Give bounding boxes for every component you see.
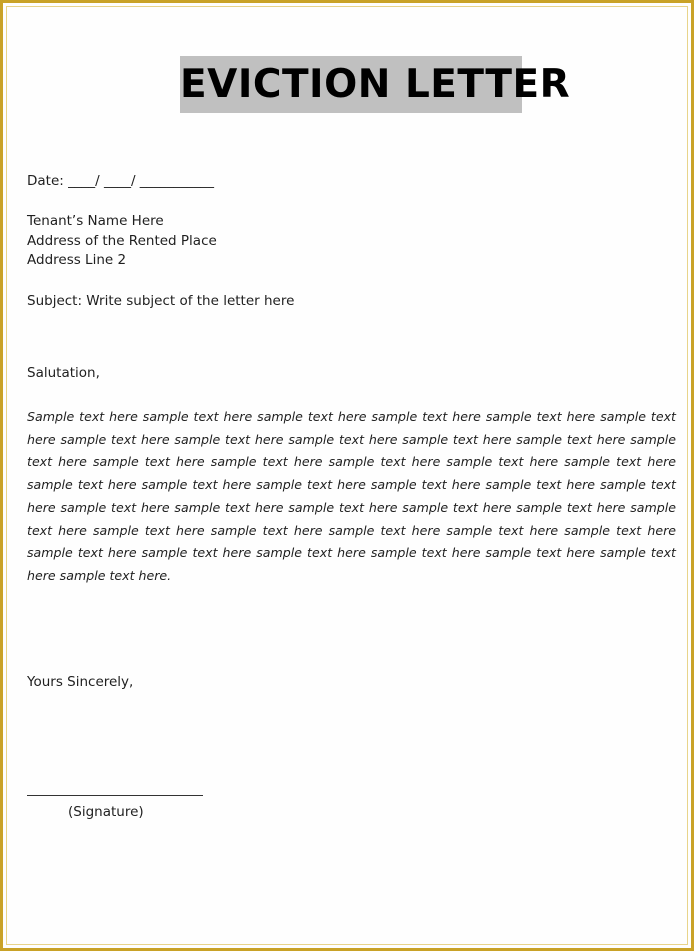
salutation: Salutation, [27, 365, 100, 381]
recipient-address-block [27, 212, 217, 271]
tenant-name: Tenant’s Name Here [27, 213, 164, 229]
address-line-2: Address Line 2 [27, 252, 127, 268]
address-line-1: Address of the Rented Place [27, 232, 217, 249]
subject-line: Subject: Write subject of the letter here [27, 293, 295, 309]
signature-line [27, 795, 203, 796]
closing: Yours Sincerely, [27, 674, 134, 690]
signature-label: (Signature) [68, 804, 144, 820]
date-line: Date: ____/ ____/ ___________ [27, 173, 215, 189]
document-title: EVICTION LETTER [180, 56, 522, 113]
letter-body: Sample text here sample text here sample text here sample text here sample text here sample text here sample text here sample text here sample text here sample text here sample text here sample text here sample text here sample text here sample text here sample text here sample text here sample text here sample text here sample text here sample text here sample text here sample text here sample text here sample text here sample text here sample text here sample text here sample text here sample text here sample text here sample text here sample text here sample text here sample text here sample text here sample text here sample text here sample text here sample text here sample text here. [27, 409, 676, 583]
